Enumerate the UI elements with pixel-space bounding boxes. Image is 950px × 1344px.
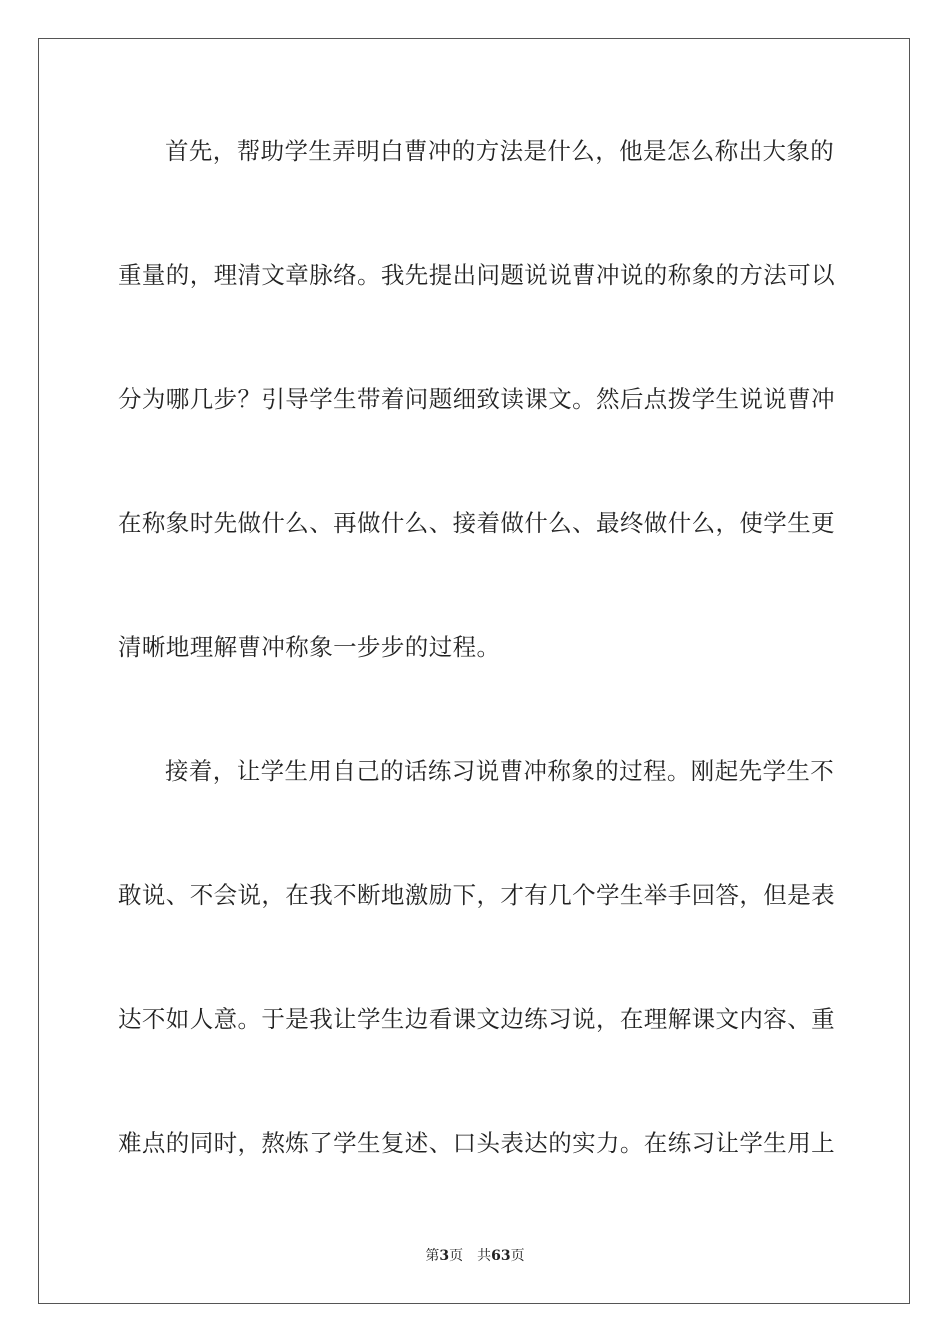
paragraph-1-line-5: 清晰地理解曹冲称象一步步的过程。 bbox=[118, 633, 501, 661]
paragraph-1-line-1: 首先，帮助学生弄明白曹冲的方法是什么，他是怎么称出大象的 bbox=[165, 137, 835, 165]
paragraph-1-line-4: 在称象时先做什么、再做什么、接着做什么、最终做什么，使学生更 bbox=[118, 509, 835, 537]
total-suffix: 页 bbox=[510, 1248, 525, 1264]
page-footer bbox=[0, 1247, 950, 1265]
paragraph-2-line-3: 达不如人意。于是我让学生边看课文边练习说，在理解课文内容、重 bbox=[118, 1005, 835, 1033]
page-suffix: 页 bbox=[449, 1248, 464, 1264]
page-frame bbox=[38, 38, 910, 1304]
page-prefix: 第 bbox=[425, 1248, 440, 1264]
paragraph-1-line-2: 重量的，理清文章脉络。我先提出问题说说曹冲说的称象的方法可以 bbox=[118, 261, 835, 289]
paragraph-2-line-2: 敢说、不会说，在我不断地激励下，才有几个学生举手回答，但是表 bbox=[118, 881, 835, 909]
paragraph-2-line-4: 难点的同时，熬炼了学生复述、口头表达的实力。在练习让学生用上 bbox=[118, 1129, 835, 1157]
paragraph-2-line-1: 接着，让学生用自己的话练习说曹冲称象的过程。刚起先学生不 bbox=[165, 757, 835, 785]
total-prefix: 共 bbox=[477, 1248, 492, 1264]
page-number: 3 bbox=[439, 1248, 450, 1264]
total-pages: 63 bbox=[491, 1248, 511, 1264]
paragraph-1-line-3: 分为哪几步？引导学生带着问题细致读课文。然后点拨学生说说曹冲 bbox=[118, 385, 835, 413]
